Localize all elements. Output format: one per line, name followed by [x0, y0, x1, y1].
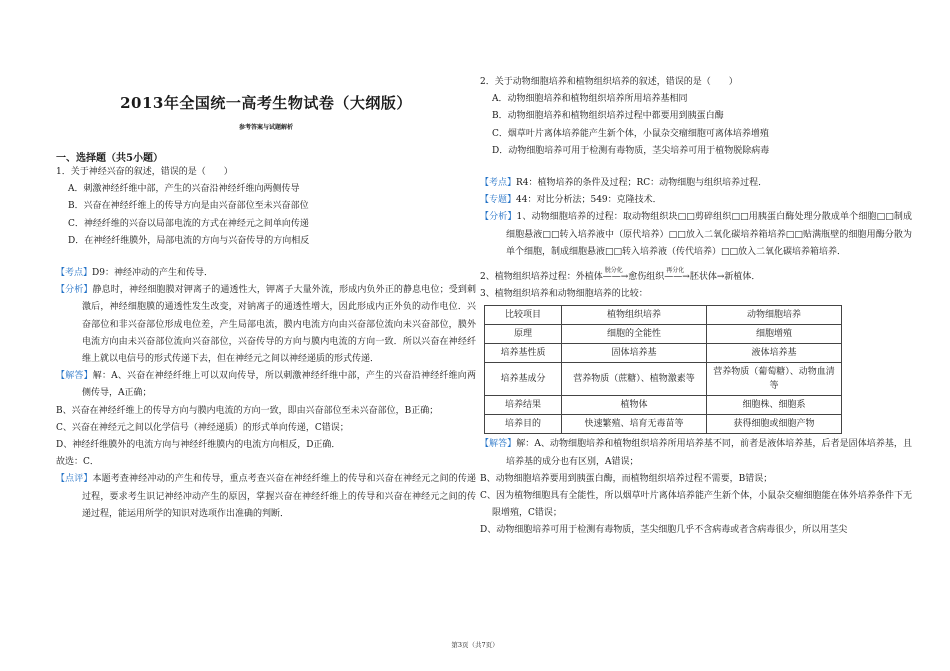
q1-jieda-text-a: 解：A、兴奋在神经纤维上可以双向传导，所以刺激神经纤维中部，产生的兴奋沿神经纤维向两侧传导，A正确；: [82, 371, 476, 399]
dedifferentiation-label: 脱分化: [604, 267, 623, 275]
q1-jieda-a: [56, 368, 476, 402]
q2-option-a: A．动物细胞培养和植物组织培养所用培养基相同: [492, 94, 688, 105]
table-row: [485, 344, 842, 363]
q2-compare-intro: 3、植物组织培养和动物细胞培养的比较：: [480, 289, 648, 300]
q2-process-line: [480, 269, 912, 286]
q2-option-b: B．动物细胞培养和植物组织培养过程中都要用到胰蛋白酶: [492, 111, 724, 122]
table-cell: 液体培养基: [707, 344, 842, 363]
q1-jieda-b: B、兴奋在神经纤维上的传导方向与膜内电流的方向一致，即由兴奋部位至未兴奋部位，B正确；: [56, 405, 439, 416]
q1-option-c: C．神经纤维的兴奋以局部电流的方式在神经元之间单向传递: [68, 218, 309, 229]
q1-stem: 1．关于神经兴奋的叙述，错误的是（ ）: [56, 167, 233, 177]
q1-dianping-tag: 【点评】: [56, 474, 93, 485]
table-cell: 原理: [485, 325, 562, 344]
table-cell: 培养结果: [485, 396, 562, 415]
q1-kaodian-text: D9：神经冲动的产生和传导．: [92, 268, 213, 279]
table-cell: 营养物质（蔗糖）、植物激素等: [562, 363, 707, 396]
q2-jieda-a: [480, 436, 912, 470]
right-column: [480, 74, 912, 540]
q2-zhuanti-tag: 【专题】: [480, 195, 517, 206]
page-title: 2013年全国统一高考生物试卷（大纲版）: [120, 94, 412, 112]
q1-dianping-text: 本题考查神经冲动的产生和传导，重点考查兴奋在神经纤维上的传导和兴奋在神经元之间的传递过程，要求考生识记神经冲动产生的原因，掌握兴奋在神经纤维上的传导和兴奋在神经元之间的传递过程，能运用所学的知识对选项作出准确的判断．: [82, 474, 476, 519]
table-cell: 固体培养基: [562, 344, 707, 363]
left-column: [56, 92, 476, 523]
q1-fenxi-tag: 【分析】: [56, 285, 93, 296]
q1-option-a: A．刺激神经纤维中部，产生的兴奋沿神经纤维向两侧传导: [68, 184, 300, 195]
table-cell: 营养物质（葡萄糖）、动物血清等: [707, 363, 842, 396]
table-row: [485, 415, 842, 434]
section-heading: 一、选择题（共5小题）: [56, 153, 163, 164]
q2-option-d: D．动物细胞培养可用于检测有毒物质，茎尖培养可用于植物脱除病毒: [492, 145, 770, 156]
table-cell: 培养目的: [485, 415, 562, 434]
q1-option-d: D．在神经纤维膜外，局部电流的方向与兴奋传导的方向相反: [68, 235, 310, 246]
table-cell: 植物体: [562, 396, 707, 415]
dedifferentiation-arrow: 脱分化 ——→: [603, 269, 629, 286]
q1-jieda-c: C、兴奋在神经元之间以化学信号（神经递质）的形式单向传递，C错误；: [56, 422, 349, 433]
table-cell: 获得细胞或细胞产物: [707, 415, 842, 434]
q2-zhuanti: [480, 192, 912, 209]
comparison-table: [484, 305, 842, 434]
table-cell: 细胞的全能性: [562, 325, 707, 344]
q1-fenxi: [56, 282, 476, 368]
q2-kaodian-tag: 【考点】: [480, 178, 517, 189]
q2-process-pre: 2、植物组织培养过程：外植体: [480, 272, 603, 283]
q1-option-b: B．兴奋在神经纤维上的传导方向是由兴奋部位至未兴奋部位: [68, 201, 309, 212]
q2-fenxi-text: 1、动物细胞培养的过程：取动物组织块□□剪碎组织□□用胰蛋白酶处理分散成单个细胞□□制成细胞悬液□□转入培养液中（原代培养）□□放入二氧化碳培养箱培养□□贴满瓶壁的细胞用酶分散为单个细胞，制成细胞悬液□□转入培养液（传代培养）□□放入二氧化碳培养箱培养．: [506, 212, 912, 257]
q1-jieda-tag: 【解答】: [56, 371, 93, 382]
table-row: [485, 363, 842, 396]
q1-kaodian: [56, 265, 476, 282]
q2-option-c: C．烟草叶片离体培养能产生新个体，小鼠杂交瘤细胞可离体培养增殖: [492, 128, 769, 139]
table-cell: 快速繁殖、培育无毒苗等: [562, 415, 707, 434]
table-cell: 培养基性质: [485, 344, 562, 363]
table-cell: 细胞增殖: [707, 325, 842, 344]
q2-process-mid: 愈伤组织: [628, 272, 665, 283]
table-cell: 细胞株、细胞系: [707, 396, 842, 415]
table-row: [485, 325, 842, 344]
q2-jieda-b: B、动物细胞培养要用到胰蛋白酶，而植物组织培养过程不需要，B错误；: [480, 473, 773, 484]
page-subtitle: 参考答案与试题解析: [238, 124, 293, 131]
q1-jieda-d: D、神经纤维膜外的电流方向与神经纤维膜内的电流方向相反，D正确．: [56, 440, 341, 451]
table-header-cell: 植物组织培养: [562, 306, 707, 325]
q2-jieda-c: C、因为植物细胞具有全能性，所以烟草叶片离体培养能产生新个体，小鼠杂交瘤细胞能在体外培养条件下无限增殖，C错误；: [480, 491, 912, 519]
q1-kaodian-tag: 【考点】: [56, 268, 93, 279]
q2-jieda-text-a: 解：A、动物细胞培养和植物组织培养所用培养基不同，前者是液体培养基，后者是固体培养基，且培养基的成分也有区别，A错误；: [506, 439, 912, 467]
q1-dianping: [56, 471, 476, 523]
q1-fenxi-text: 静息时，神经细胞膜对钾离子的通透性大，钾离子大量外流，形成内负外正的静息电位；受到刺激后，神经细胞膜的通透性发生改变，对钠离子的通透性增大，因此形成内正外负的动作电位．兴奋部位和非兴奋部位形成电位差，产生局部电流，膜内电流方向由兴奋部位流向未兴奋部位，膜外电流方向由未兴奋部位流向兴奋部位，兴奋传导的方向与膜内电流的方向一致．所以兴奋在神经纤维上就以电信号的形式传递下去，但在神经元之间以神经递质的形式传递．: [82, 285, 476, 365]
q2-kaodian-text: R4：植物培养的条件及过程；RC：动物细胞与组织培养过程．: [516, 178, 768, 189]
page-footer: 第3页（共7页）: [451, 641, 499, 649]
table-cell: 培养基成分: [485, 363, 562, 396]
table-header-cell: 比较项目: [485, 306, 562, 325]
table-row: [485, 396, 842, 415]
table-header-row: [485, 306, 842, 325]
redifferentiation-arrow: 再分化 ——→: [664, 269, 690, 286]
q2-stem: 2．关于动物细胞培养和植物组织培养的叙述，错误的是（ ）: [480, 77, 738, 87]
redifferentiation-label: 再分化: [666, 267, 685, 275]
table-header-cell: 动物细胞培养: [707, 306, 842, 325]
q2-jieda-d: D、动物细胞培养可用于检测有毒物质，茎尖细胞几乎不含病毒或者含病毒很少，所以用茎尖: [480, 525, 848, 536]
q2-process-post: 胚状体→新植体．: [689, 272, 761, 283]
q2-fenxi: [480, 209, 912, 261]
q2-kaodian: [480, 175, 912, 192]
q2-zhuanti-text: 44：对比分析法；549：克隆技术．: [516, 195, 662, 206]
q2-fenxi-tag: 【分析】: [480, 212, 517, 223]
q2-jieda-tag: 【解答】: [480, 439, 517, 450]
q1-answer: 故选：C．: [56, 457, 99, 468]
